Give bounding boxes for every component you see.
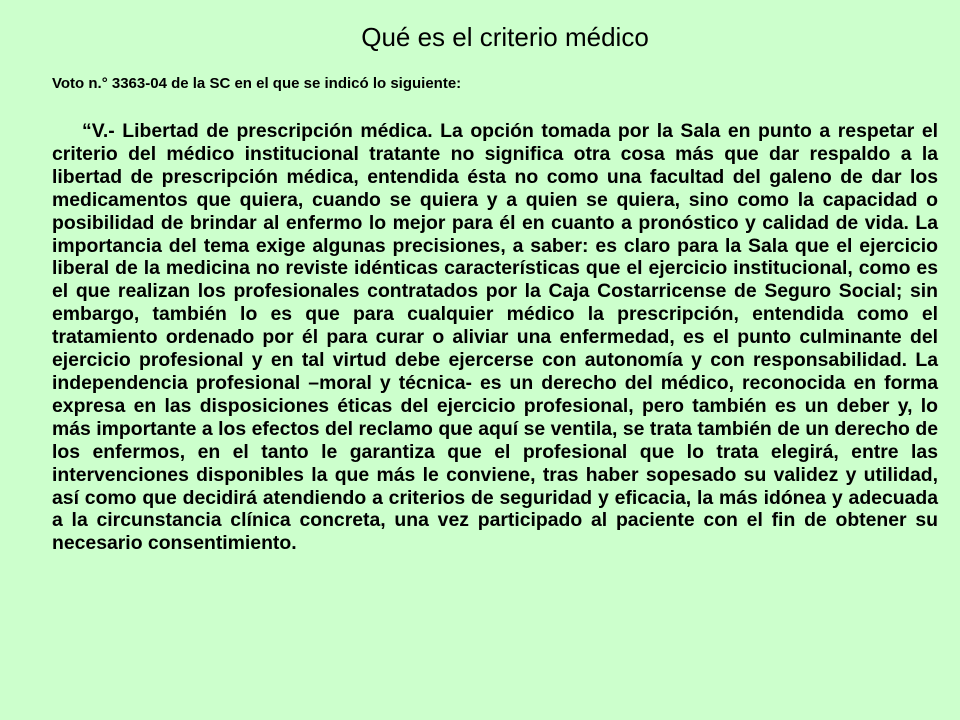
- slide-subtitle: Voto n.° 3363-04 de la SC en el que se indicó lo siguiente:: [52, 75, 462, 92]
- quote-text: “V.- Libertad de prescripción médica. La opción tomada por la Sala en punto a respetar el criterio del médico institucional tratante no significa otra cosa más que dar respaldo a la libertad de prescripción médica, entendida ésta no como una facultad del galeno de dar los medicamentos que quiera, cuando se quiera y a quien se quiera, sino como la capacidad o posibilidad de brindar al enfermo lo mejor para él en cuanto a pronóstico y calidad de vida. La importancia del tema exige algunas precisiones, a saber: es claro para la Sala que el ejercicio liberal de la medicina no reviste idénticas características que el ejercicio institucional, como es el que realizan los profesionales contratados por la Caja Costarricense de Seguro Social; sin embargo, también lo es que para cualquier médico la prescripción, entendida como el tratamiento ordenado por él para curar o aliviar una enfermedad, es el punto culminante del ejercicio profesional y en tal virtud debe ejercerse con autonomía y con responsabilidad. La independencia profesional –moral y técnica- es un derecho del médico, reconocida en forma expresa en las disposiciones éticas del ejercicio profesional, pero también es un deber y, lo más importante a los efectos del reclamo que aquí se ventila, se trata también de un derecho de los enfermos, en el tanto le garantiza que el profesional que lo trata elegirá, entre las intervenciones disponibles la que más le conviene, tras haber sopesado su validez y utilidad, así como que decidirá atendiendo a criterios de seguridad y eficacia, la más idónea y adecuada a la circunstancia clínica concreta, una vez participado al paciente con el fin de obtener su necesario consentimiento.: [52, 120, 938, 555]
- quote-body: [52, 120, 938, 555]
- slide-title: Qué es el criterio médico: [361, 22, 649, 52]
